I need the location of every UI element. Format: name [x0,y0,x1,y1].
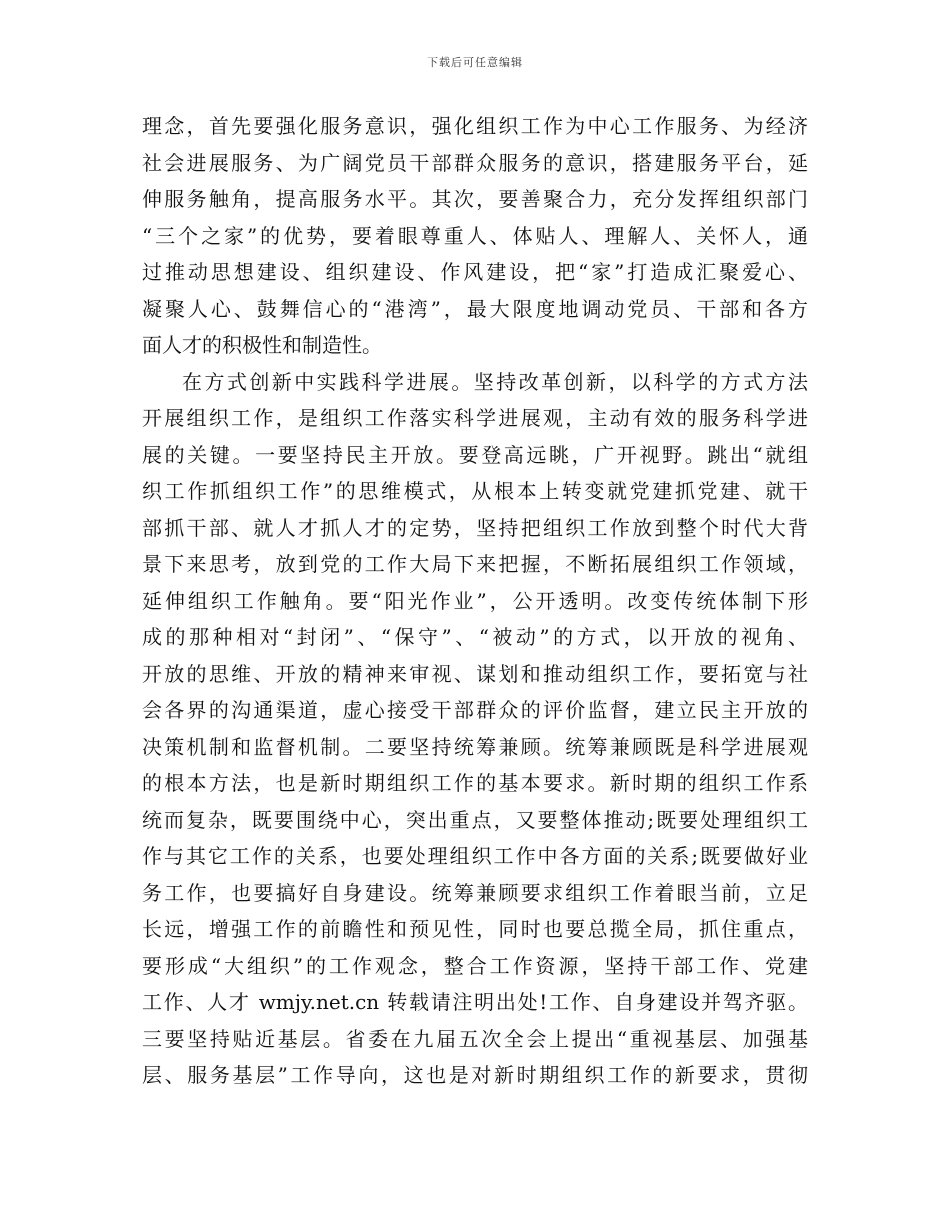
text-line: 层、服务基层”工作导向，这也是对新时期组织工作的新要求，贯彻 [142,1063,808,1087]
text-line: 要形成“大组织”的工作观念，整合工作资源，坚持干部工作、党建 [142,953,808,978]
text-line: 决策机制和监督机制。二要坚持统筹兼顾。统筹兼顾既是科学进展观 [142,734,808,759]
page-header: 下载后可任意编辑 [427,56,523,69]
text-line: 会各界的沟通渠道，虚心接受干部群众的评价监督，建立民主开放的 [142,698,808,722]
text-line: 在方式创新中实践科学进展。坚持改革创新，以科学的方式方法 [182,369,808,394]
text-line: 凝聚人心、鼓舞信心的“港湾”，最大限度地调动党员、干部和各方 [142,296,808,321]
text-line: 延伸组织工作触角。要“阳光作业”，公开透明。改变传统体制下形 [142,588,808,613]
document-body [142,108,808,1094]
paragraph-1 [142,108,808,364]
text-line: 长远，增强工作的前瞻性和预见性，同时也要总揽全局，抓住重点， [142,917,808,941]
text-line: 务工作，也要搞好自身建设。统筹兼顾要求组织工作着眼当前，立足 [142,880,808,905]
text-line: 理念，首先要强化服务意识，强化组织工作为中心工作服务、为经济 [142,114,808,138]
text-line: 部抓干部、就人才抓人才的定势，坚持把组织工作放到整个时代大背 [142,515,808,540]
text-line: 统而复杂，既要围绕中心，突出重点，又要整体推动;既要处理组织工 [142,807,808,832]
text-line: 社会进展服务、为广阔党员干部群众服务的意识，搭建服务平台，延 [142,150,808,175]
text-line: 三要坚持贴近基层。省委在九届五次全会上提出“重视基层、加强基 [142,1026,808,1051]
text-line: 面人才的积极性和制造性。 [142,333,382,357]
text-line: 开展组织工作，是组织工作落实科学进展观，主动有效的服务科学进 [142,406,808,430]
text-line: 工作、人才 wmjy.net.cn 转载请注明出处!工作、自身建设并驾齐驱。 [142,990,808,1014]
text-line: 过推动思想建设、组织建设、作风建设，把“家”打造成汇聚爱心、 [142,260,808,284]
paragraph-2 [142,364,808,1094]
text-line: 作与其它工作的关系，也要处理组织工作中各方面的关系;既要做好业 [142,844,808,868]
text-line: 展的关键。一要坚持民主开放。要登高远眺，广开视野。跳出“就组 [142,442,808,467]
text-line: 的根本方法，也是新时期组织工作的基本要求。新时期的组织工作系 [142,771,808,795]
text-line: 伸服务触角，提高服务水平。其次，要善聚合力，充分发挥组织部门 [142,187,808,211]
text-line: 开放的思维、开放的精神来审视、谋划和推动组织工作，要拓宽与社 [142,661,808,686]
text-line: “三个之家”的优势，要着眼尊重人、体贴人、理解人、关怀人，通 [142,223,808,248]
text-line: 景下来思考，放到党的工作大局下来把握，不断拓展组织工作领域， [142,552,808,576]
text-line: 织工作抓组织工作”的思维模式，从根本上转变就党建抓党建、就干 [142,479,808,503]
text-line: 成的那种相对“封闭”、“保守”、“被动”的方式，以开放的视角、 [142,625,808,649]
